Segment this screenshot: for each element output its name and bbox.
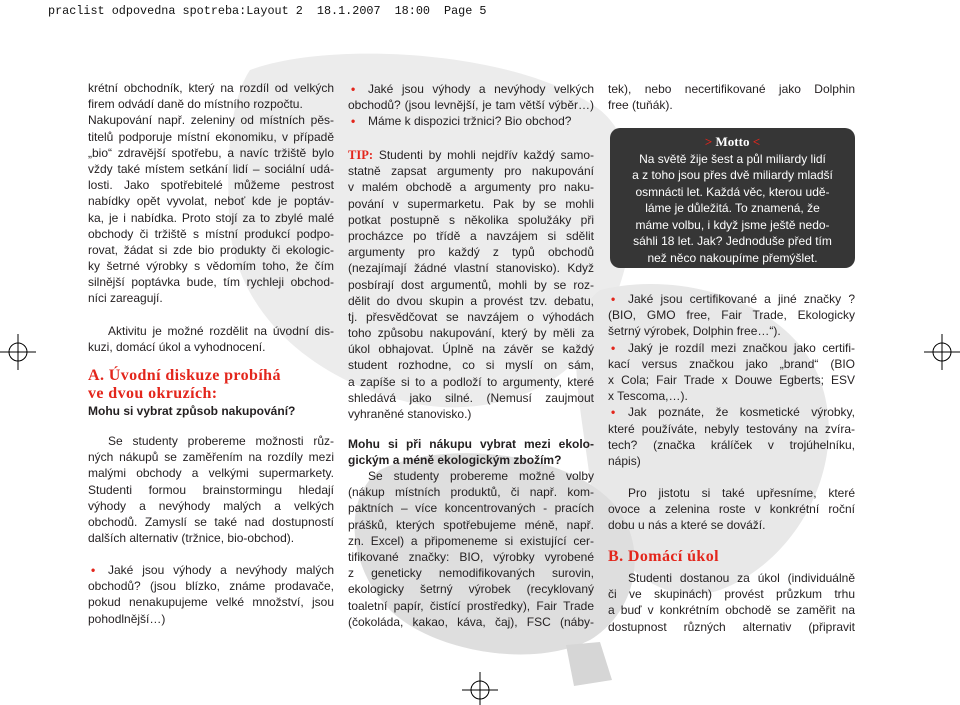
bullet-dot: • [351,82,356,96]
bullet-dot: • [611,340,616,355]
choices-line: tifikované značky: BIO, výrobky vyrobené [348,549,594,564]
continuation-line: free (tuňák). [608,98,673,113]
motto-box [610,128,855,268]
section-heading-a-line: A. Úvodní diskuze probíhá [88,367,281,384]
slug-date: 18.1.2007 [316,4,381,18]
intro-paragraph [88,80,334,307]
homework-line: a buď v konkrétním obchodě se zaměřit na [608,603,855,618]
motto-line: Na světě žije šest a půl miliardy lidí [639,151,826,166]
tip-line: posbírají dost argumentů, mohli by se roz- [348,277,594,292]
tip-line: a zapíše si to a podloží to argumenty, které [348,374,594,389]
choices-line: prášků, kterých spotřebujeme méně, např. [348,517,594,532]
section-heading-a-line: ve dvou okruzích: [88,384,218,402]
choices-line: Se studenty probereme možné volby [368,469,594,483]
discussion-line: Se studenty probereme možnosti růz- [108,434,334,448]
tip-line: (nezajímají žádné vlastní stanovisko). Když [348,261,594,276]
slug-page: Page 5 [443,4,487,18]
discussion-line: výhody a nevýhody malých a velkých [88,498,334,513]
bullet-text: Jaký je rozdíl mezi značkou jako certifi- [628,340,855,355]
bullet-line: které používáte, nebyly testovány na zvíra- [608,421,855,436]
discussion-line: malými obchody a velkými supermarkety. [88,466,334,481]
tip-line: dělit do dvou skupin a provést tzv. debatu, [348,293,594,308]
motto-line: sáhli 18 let. Jak? Jednoduše před tím [633,234,832,248]
homework-line: či ve skupinách) provést průzkum trhu [608,587,855,602]
season-paragraph [608,485,855,534]
bullet-text: Jaké jsou výhody a nevýhody malých [108,563,334,577]
homework-paragraph [608,570,855,635]
intro-line: ky šetrné výrobky s vědomím toho, že čím [88,259,334,274]
bullet-line: tech? (značka králíček v trojúhelníku, [608,437,855,452]
tip-line [348,147,594,163]
season-line: dobu u nás a které se dováží. [608,518,766,533]
bullet-line [608,291,855,307]
motto-line: osmnácti let. Každá věc, kterou udě- [635,184,830,199]
choices-line: ekologicky šetrný výrobek (recyklovaný [348,582,594,597]
motto-line: a z toho jsou přes dvě miliardy mladší [632,168,833,182]
bullet-text: Jaké jsou certifikované a jiné značky ? [628,292,855,306]
motto-text [610,151,855,267]
column-3 [608,0,855,705]
bullet-list-shops [348,81,594,130]
motto-arrow-left: > [704,134,713,149]
intro-line: ka, je i nabídka. Proto stojí za to zbylé malé [88,210,334,225]
intro-line: firem odvádí daně do místního rozpočtu. [88,97,303,112]
choices-line: zn. Excel) a připomeneme si existující cer- [348,533,594,548]
tip-line: statně zapsat argumenty pro nakupování [348,164,594,179]
bullet-line [348,81,594,97]
slug-file: praclist odpovedna spotreba:Layout 2 [48,4,303,18]
choices-line: (nákup místních produktů, či např. kom- [348,485,594,500]
tip-line: úkol obhajovat. Úplně na závěr se každý [348,342,594,357]
discussion-line: obchodů. Zamyslí se také nad dostupností [88,514,334,529]
bullet-text: Jak poznáte, že kosmetické výrobky, [628,405,855,420]
bullet-line: x Cola; Fair Trade x Douwe Egberts; ESV [608,372,855,387]
motto-title-text: Motto [715,134,750,149]
column-2 [348,0,594,705]
intro-line: Nakupování např. zeleniny od místních pěs- [88,113,334,128]
bullet-line [608,340,855,356]
question-heading-1 [88,403,334,419]
bullet-dot: • [351,114,356,129]
discussion-paragraph [88,433,334,546]
choices-line: (čokoláda, kakao, káva, čaj), FSC (náby- [348,614,594,629]
bullet-line [348,113,594,129]
tip-text: Studenti by mohli nejdřív každý samo- [378,148,594,162]
continuation-line: tek), nebo necertifikované jako Dolphin [608,82,855,96]
intro-line: silnější poptávka bude, tím rychleji obchod- [88,275,334,290]
motto-line: máme volbu, i když jsme ještě nedo- [635,217,830,232]
discussion-line: ných nákupů se zaměřením na rozdíly mezi [88,450,334,465]
bullet-line [88,562,334,578]
column-1 [88,0,334,705]
homework-line: dostupnost různých alternativ (připravit [608,619,855,634]
choices-paragraph [348,468,594,630]
tip-line: potkat postupně s několika spolužáky při [348,212,594,227]
bullet-line: pokud nenakupujeme velké množství, jsou [88,595,334,610]
tip-line: shledává jako silné. (Nemusí zaujmout [348,390,594,405]
bullet-line: nápis) [608,453,641,468]
intro-line: titelů podporuje místní ekonomiku, v případě [88,129,334,144]
tip-line: student rozhodne, co si myslí on sám, [348,358,594,373]
slug-time: 18:00 [394,4,430,18]
intro-line: nabídky opět vyvolat, neboť kde je poptáv- [88,194,334,209]
intro-line: obchody či tržiště s místní produkcí podpo- [88,226,334,241]
season-line: Pro jistotu si také upřesníme, které [628,486,855,500]
choices-line: paktních – více koncentrovaných - pracích [348,501,594,516]
activity-line: Aktivitu je možné rozdělit na úvodní dis- [108,324,334,338]
continuation-paragraph [608,81,855,113]
intro-line: vždy také místem setkání lidí – sociální udá- [88,161,334,176]
activity-line: kuzi, domácí úkol a vyhodnocení. [88,340,266,355]
bullet-line [608,404,855,420]
bullet-line: x Tescoma,…). [608,389,688,404]
question-heading-2-line: gickým a méně ekologickým zbožím? [348,453,562,468]
bullet-line: (BIO, GMO free, Fair Trade, Ekologicky [608,308,855,323]
bullet-dot: • [611,405,616,420]
bullet-small-shops [88,562,334,627]
tip-line: argumenty pro každý z typů obchodů [348,245,594,260]
bullet-line: obchodů? (jsou blízko, známe prodavače, [88,579,334,594]
bullet-line: pohodlnější…) [88,611,166,626]
tip-paragraph [348,147,594,422]
tip-line: tj. přesvědčovat se navzájem o výhodách [348,309,594,324]
registration-mark-left [0,334,36,370]
question-heading-1-text: Mohu si vybrat způsob nakupování? [88,404,296,418]
choices-line: z geneticky nemodifikovaných surovin, [348,566,594,581]
activity-paragraph [88,323,334,355]
intro-line: rovat, žádat si zde bio produkty či ekologic- [88,242,334,257]
bullet-list-labels [608,291,855,469]
bullet-line: obchodů? (jsou levnější, je tam větší výběr…) [348,98,594,113]
choices-line: toaletní papír, čistící prostředky), Fair Trade [348,598,594,613]
motto-arrow-right: < [752,134,761,149]
bullet-line: šetrný výrobek, Dolphin free…“). [608,324,781,339]
motto-title [610,134,855,150]
tip-label: TIP: [348,148,373,162]
registration-mark-right [924,334,960,370]
tip-line: vyhraněné stanovisko.) [348,407,472,421]
section-heading-b-text: B. Domácí úkol [608,548,719,565]
registration-mark-bottom [462,672,498,705]
season-line: ovoce a zelenina roste v konkrétní roční [608,502,855,517]
discussion-line: dalších alternativ (tržnice, bio-obchod). [88,531,295,546]
intro-line: níci zareagují. [88,291,163,306]
discussion-line: Studenti formou brainstormingu hledají [88,482,334,497]
section-heading-b [608,548,855,566]
bullet-line: kací versus značkou jako „brand“ (BIO [608,356,855,371]
bullet-text: Jaké jsou výhody a nevýhody velkých [368,82,594,96]
tip-line: pování v supermarketu. Pak by se mohli [348,196,594,211]
question-heading-2 [348,436,594,468]
question-heading-2-line: Mohu si při nákupu vybrat mezi ekolo- [348,437,594,451]
tip-line: procházce po třídě a navzájem si sdělit [348,228,594,243]
intro-line: krétní obchodník, který na rozdíl od velkých [88,81,334,95]
bullet-text: Máme k dispozici tržnici? Bio obchod? [368,114,572,129]
intro-line: „bio“ zdravější spotřebu, a navíc tržiště bylo [88,145,334,160]
intro-line: losti. Jako spotřebitelé můžeme pestrost [88,178,334,193]
bullet-dot: • [91,563,96,577]
homework-line: Studenti dostanou za úkol (individuálně [628,571,855,585]
motto-line: než něco nakoupíme přemýšlet. [647,250,818,265]
tip-line: v malém obchodě a argumenty pro naku- [348,180,594,195]
motto-line: láme je důležitá. To znamená, že [645,201,820,215]
tip-line: toho způsobu nakupování, který by měli za [348,326,594,341]
section-heading-a [88,367,334,402]
bullet-dot: • [611,292,616,306]
